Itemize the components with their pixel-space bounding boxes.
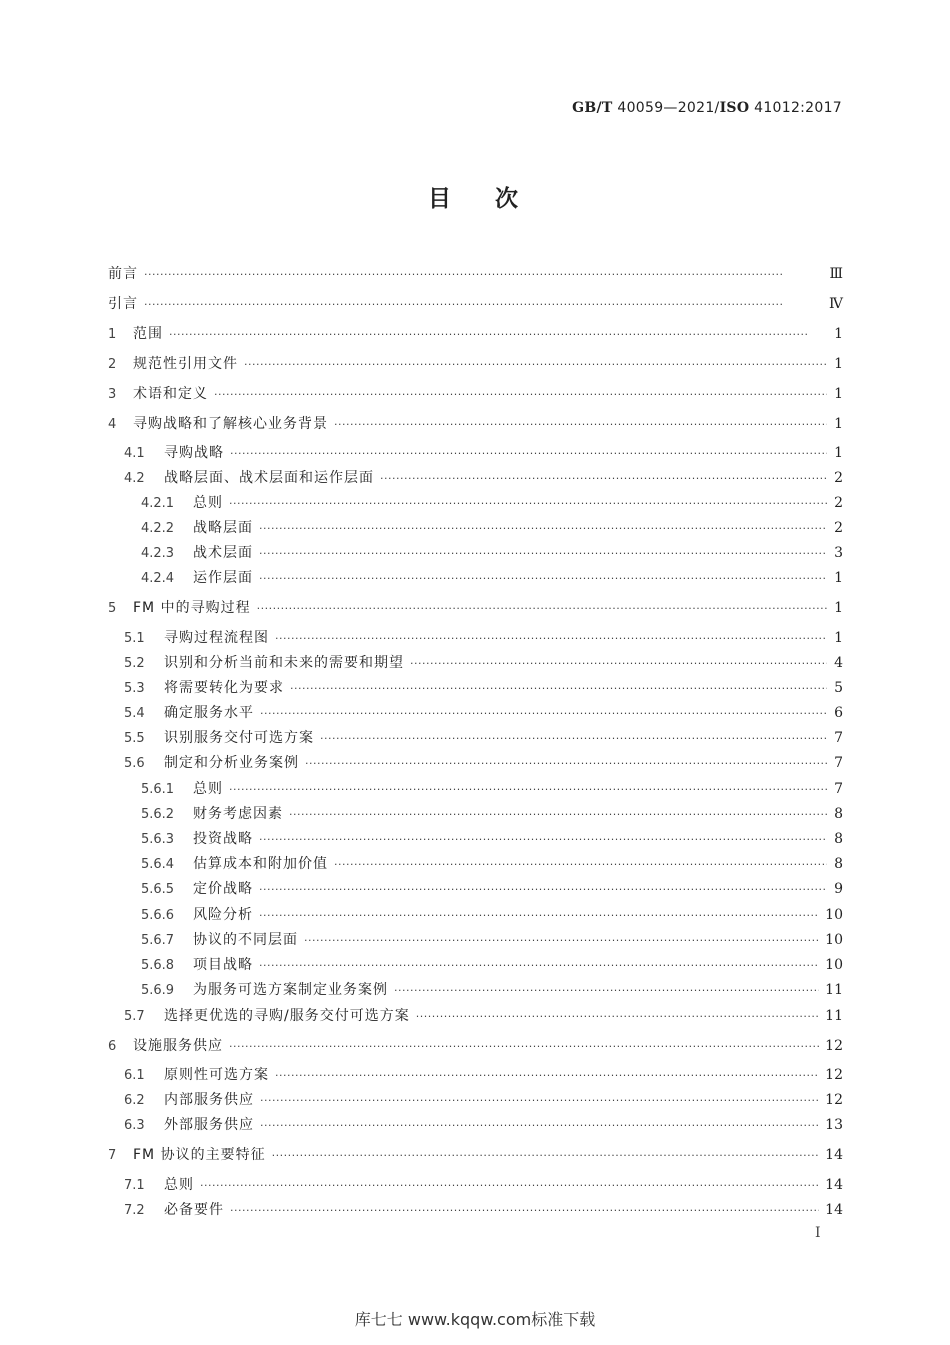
toc-leader-dots <box>259 959 819 972</box>
toc-entry-title: 将需要转化为要求 <box>164 680 284 696</box>
toc-entry[interactable] <box>108 652 843 672</box>
toc-entry-title: 识别服务交付可选方案 <box>164 730 314 746</box>
toc-entry-number: 5.6.8 <box>141 958 175 973</box>
toc-entry[interactable] <box>108 467 843 487</box>
toc-entry[interactable] <box>108 383 843 403</box>
toc-entry-number: 5.2 <box>124 656 145 671</box>
toc-entry[interactable] <box>108 752 843 772</box>
toc-entry-page: 8 <box>834 831 843 847</box>
header-iso-number: 41012:2017 <box>754 100 842 116</box>
toc-entry-number: 5.7 <box>124 1009 145 1024</box>
toc-entry-title: 运作层面 <box>193 570 253 586</box>
toc-entry-number: 5.6.5 <box>141 882 175 897</box>
toc-leader-dots <box>259 833 827 846</box>
toc-entry[interactable] <box>108 929 843 949</box>
toc-entry-title: 风险分析 <box>193 907 253 923</box>
toc-entry-title: 战术层面 <box>193 545 253 561</box>
toc-leader-dots <box>320 732 827 745</box>
toc-entry[interactable] <box>108 828 843 848</box>
toc-entry-number: 2 <box>108 357 117 372</box>
toc-entry[interactable] <box>108 1089 843 1109</box>
toc-entry-number: 5.6.9 <box>141 983 175 998</box>
toc-entry-number: 4 <box>108 417 117 432</box>
toc-entry[interactable] <box>108 979 843 999</box>
toc-entry-page: 8 <box>834 806 843 822</box>
document-header <box>572 100 842 116</box>
toc-entry-page: 14 <box>825 1202 843 1218</box>
toc-leader-dots <box>305 757 827 770</box>
toc-entry[interactable] <box>108 597 843 617</box>
toc-entry-number: 5.6.3 <box>141 832 175 847</box>
toc-leader-dots <box>272 1149 820 1162</box>
toc-entry[interactable] <box>108 323 843 343</box>
toc-entry[interactable] <box>108 492 843 512</box>
toc-entry-page: 10 <box>825 932 843 948</box>
toc-entry-title: 前言 <box>108 266 138 282</box>
toc-entry-title: 必备要件 <box>164 1202 224 1218</box>
toc-entry-number: 4.2.4 <box>141 571 175 586</box>
toc-leader-dots <box>244 358 827 371</box>
toc-entry-number: 5.6.7 <box>141 933 175 948</box>
toc-leader-dots <box>259 909 819 922</box>
toc-leader-dots <box>289 808 827 821</box>
toc-leader-dots <box>304 934 819 947</box>
toc-entry-number: 4.2.2 <box>141 521 175 536</box>
toc-leader-dots <box>334 418 827 431</box>
toc-entry-number: 5.6.6 <box>141 908 175 923</box>
toc-entry[interactable] <box>108 702 843 722</box>
toc-leader-dots <box>259 883 827 896</box>
toc-entry[interactable] <box>108 803 843 823</box>
toc-leader-dots <box>144 268 823 281</box>
toc-entry-page: 1 <box>834 356 843 372</box>
toc-entry-title: 识别和分析当前和未来的需要和期望 <box>164 655 404 671</box>
toc-entry-page: 1 <box>834 386 843 402</box>
toc-leader-dots <box>290 682 827 695</box>
toc-entry-title: 总则 <box>164 1177 194 1193</box>
toc-leader-dots <box>275 1069 819 1082</box>
toc-leader-dots <box>229 783 827 796</box>
toc-entry-title: 投资战略 <box>193 831 253 847</box>
toc-entry-number: 5.6.1 <box>141 782 175 797</box>
toc-entry[interactable] <box>108 293 843 313</box>
toc-entry-title: 原则性可选方案 <box>164 1067 269 1083</box>
toc-leader-dots <box>144 298 823 311</box>
toc-entry[interactable] <box>108 1174 843 1194</box>
toc-entry[interactable] <box>108 442 843 462</box>
toc-entry-title: 确定服务水平 <box>164 705 254 721</box>
header-standard-prefix: GB/T <box>572 100 613 116</box>
toc-entry-page: 1 <box>834 630 843 646</box>
toc-entry-page: 12 <box>825 1038 843 1054</box>
toc-entry-title: 内部服务供应 <box>164 1092 254 1108</box>
toc-entry[interactable] <box>108 542 843 562</box>
toc-entry-page: 1 <box>834 326 843 342</box>
toc-title: 目次 <box>428 186 562 212</box>
toc-entry-title: 术语和定义 <box>133 386 208 402</box>
toc-entry-page: 12 <box>825 1092 843 1108</box>
toc-leader-dots <box>275 632 827 645</box>
toc-entry[interactable] <box>108 627 843 647</box>
toc-entry-page: 2 <box>834 495 843 511</box>
page-number: I <box>815 1225 821 1241</box>
footer-watermark: 库七七 www.kqqw.com标准下载 <box>354 1310 596 1329</box>
toc-entry-title: 寻购战略 <box>164 445 224 461</box>
toc-entry-page: 3 <box>834 545 843 561</box>
toc-entry-number: 3 <box>108 387 117 402</box>
toc-entry-number: 4.2 <box>124 471 145 486</box>
toc-entry[interactable] <box>108 517 843 537</box>
toc-entry-number: 5 <box>108 601 117 616</box>
toc-leader-dots <box>410 657 827 670</box>
toc-entry-title: 定价战略 <box>193 881 253 897</box>
toc-leader-dots <box>260 1119 819 1132</box>
toc-entry[interactable] <box>108 1035 843 1055</box>
toc-entry-title: 设施服务供应 <box>133 1038 223 1054</box>
toc-entry-page: 1 <box>834 600 843 616</box>
toc-entry-title: 估算成本和附加价值 <box>193 856 328 872</box>
toc-entry-page: 4 <box>834 655 843 671</box>
toc-entry-number: 5.6 <box>124 756 145 771</box>
header-iso-prefix: ISO <box>719 100 750 116</box>
toc-entry[interactable] <box>108 1005 843 1025</box>
toc-entry-page: 8 <box>834 856 843 872</box>
toc-entry[interactable] <box>108 1064 843 1084</box>
toc-entry-page: 2 <box>834 520 843 536</box>
toc-entry-page: 14 <box>825 1177 843 1193</box>
toc-leader-dots <box>260 707 827 720</box>
toc-entry-number: 5.3 <box>124 681 145 696</box>
toc-leader-dots <box>380 472 827 485</box>
toc-entry[interactable] <box>108 904 843 924</box>
toc-entry-page: Ⅲ <box>829 266 843 282</box>
toc-entry-page: 7 <box>834 781 843 797</box>
toc-entry-page: Ⅳ <box>829 296 843 312</box>
toc-entry-page: 1 <box>834 570 843 586</box>
toc-entry-number: 7.2 <box>124 1203 145 1218</box>
toc-entry-title: 战略层面、战术层面和运作层面 <box>164 470 374 486</box>
toc-entry-page: 14 <box>825 1147 843 1163</box>
toc-entry-title: 引言 <box>108 296 138 312</box>
toc-entry-page: 9 <box>834 881 843 897</box>
toc-entry-number: 4.1 <box>124 446 145 461</box>
toc-entry-page: 11 <box>825 982 843 998</box>
toc-leader-dots <box>334 858 827 871</box>
toc-entry[interactable] <box>108 353 843 373</box>
toc-leader-dots <box>230 447 827 460</box>
toc-leader-dots <box>229 1040 819 1053</box>
toc-entry-number: 5.6.2 <box>141 807 175 822</box>
toc-entry-page: 7 <box>834 730 843 746</box>
toc-leader-dots <box>416 1010 819 1023</box>
toc-entry-number: 6.3 <box>124 1118 145 1133</box>
toc-entry-page: 10 <box>825 957 843 973</box>
toc-leader-dots <box>214 388 827 401</box>
toc-entry-title: 范围 <box>133 326 163 342</box>
toc-entry-number: 7 <box>108 1148 117 1163</box>
toc-entry-number: 5.6.4 <box>141 857 175 872</box>
toc-leader-dots <box>260 1094 819 1107</box>
toc-entry-title: 选择更优选的寻购/服务交付可选方案 <box>164 1008 410 1024</box>
toc-entry-number: 5.1 <box>124 631 145 646</box>
toc-entry-page: 6 <box>834 705 843 721</box>
toc-entry[interactable] <box>108 1144 843 1164</box>
toc-entry-page: 1 <box>834 445 843 461</box>
toc-leader-dots <box>259 522 827 535</box>
toc-entry-title: 协议的不同层面 <box>193 932 298 948</box>
toc-leader-dots <box>200 1179 819 1192</box>
toc-entry-title: 项目战略 <box>193 957 253 973</box>
toc-entry-number: 4.2.1 <box>141 496 175 511</box>
toc-entry[interactable] <box>108 677 843 697</box>
toc-entry[interactable] <box>108 853 843 873</box>
toc-entry-title: 总则 <box>193 495 223 511</box>
toc-entry-number: 6 <box>108 1039 117 1054</box>
toc-entry-title: 寻购过程流程图 <box>164 630 269 646</box>
toc-leader-dots <box>259 547 827 560</box>
toc-entry[interactable] <box>108 727 843 747</box>
toc-leader-dots <box>230 1204 819 1217</box>
toc-entry-title: 财务考虑因素 <box>193 806 283 822</box>
toc-leader-dots <box>169 328 827 341</box>
toc-entry[interactable] <box>108 413 843 433</box>
toc-leader-dots <box>394 984 819 997</box>
toc-entry-number: 4.2.3 <box>141 546 175 561</box>
toc-entry-number: 5.5 <box>124 731 145 746</box>
toc-entry-title: 寻购战略和了解核心业务背景 <box>133 416 328 432</box>
toc-entry-page: 10 <box>825 907 843 923</box>
toc-entry-title: FM 中的寻购过程 <box>133 600 251 616</box>
toc-leader-dots <box>229 497 827 510</box>
toc-entry[interactable] <box>108 1114 843 1134</box>
toc-entry[interactable] <box>108 567 843 587</box>
toc-entry-page: 7 <box>834 755 843 771</box>
toc-entry-number: 7.1 <box>124 1178 145 1193</box>
toc-entry-page: 1 <box>834 416 843 432</box>
toc-entry[interactable] <box>108 1199 843 1219</box>
toc-entry-number: 1 <box>108 327 117 342</box>
toc-entry-title: 制定和分析业务案例 <box>164 755 299 771</box>
toc-entry-number: 5.4 <box>124 706 145 721</box>
toc-entry-title: FM 协议的主要特征 <box>133 1147 266 1163</box>
toc-entry-title: 为服务可选方案制定业务案例 <box>193 982 388 998</box>
toc-leader-dots <box>259 572 827 585</box>
toc-entry-page: 12 <box>825 1067 843 1083</box>
toc-entry-page: 2 <box>834 470 843 486</box>
toc-entry[interactable] <box>108 954 843 974</box>
toc-entry[interactable] <box>108 263 843 283</box>
header-standard-number: 40059—2021/ <box>617 100 720 116</box>
toc-entry-title: 总则 <box>193 781 223 797</box>
toc-entry-title: 外部服务供应 <box>164 1117 254 1133</box>
toc-entry[interactable] <box>108 878 843 898</box>
toc-entry-page: 11 <box>825 1008 843 1024</box>
toc-leader-dots <box>257 602 827 615</box>
toc-entry[interactable] <box>108 778 843 798</box>
toc-entry-number: 6.1 <box>124 1068 145 1083</box>
toc-entry-page: 13 <box>825 1117 843 1133</box>
toc-entry-title: 战略层面 <box>193 520 253 536</box>
toc-entry-number: 6.2 <box>124 1093 145 1108</box>
toc-entry-page: 5 <box>834 680 843 696</box>
toc-entry-title: 规范性引用文件 <box>133 356 238 372</box>
